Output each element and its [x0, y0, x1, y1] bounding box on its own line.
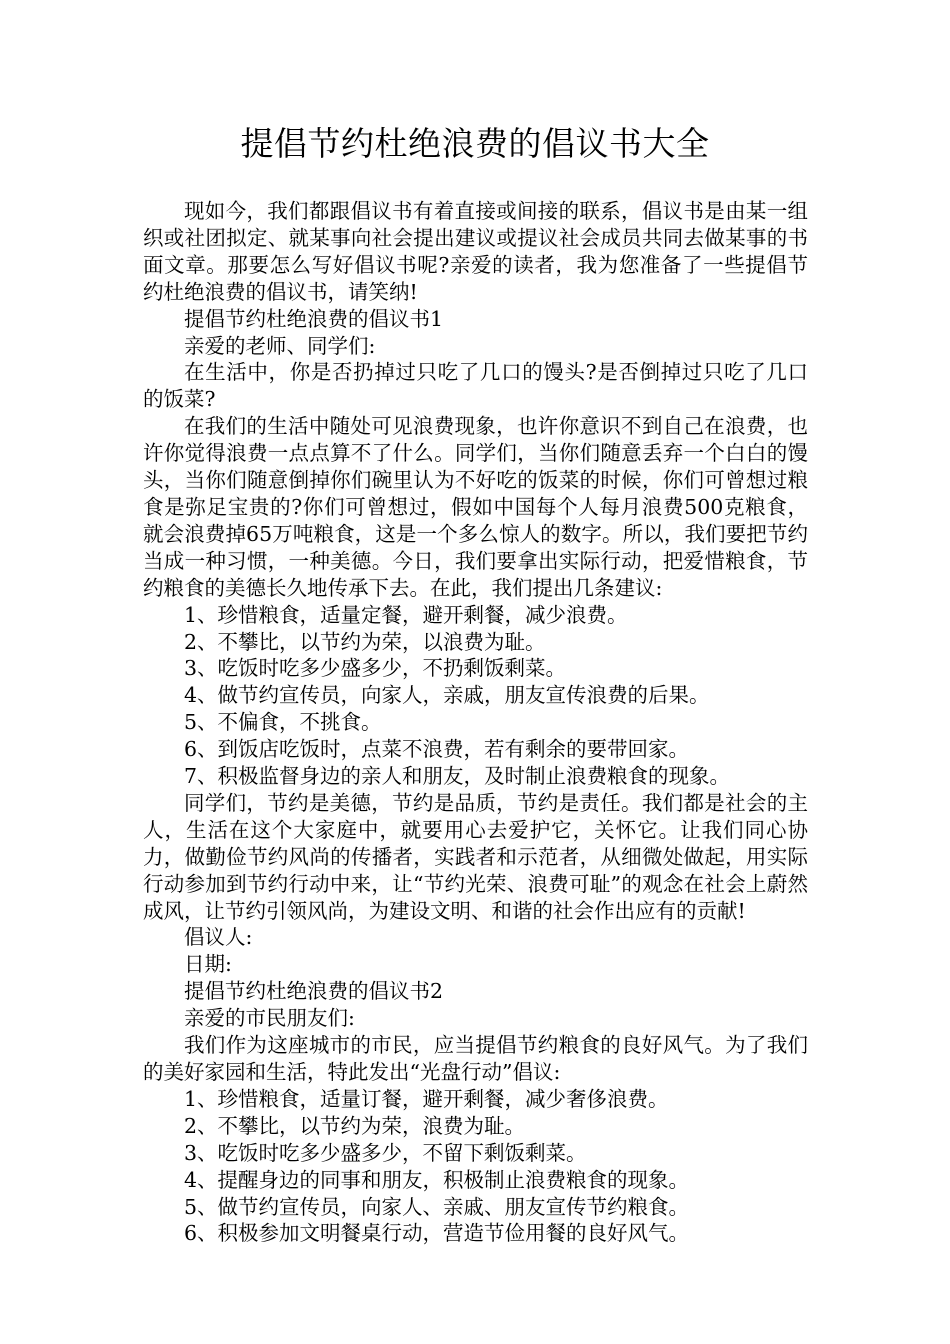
list-item: 6、积极参加文明餐桌行动，营造节俭用餐的良好风气。: [184, 1221, 690, 1246]
list-item: 6、到饭店吃饭时，点菜不浪费，若有剩余的要带回家。: [184, 737, 690, 762]
list-item: 1、珍惜粮食，适量订餐，避开剩餐，减少奢侈浪费。: [184, 1086, 669, 1111]
section-heading-1: 提倡节约杜绝浪费的倡议书1: [184, 306, 444, 331]
list-item: 2、不攀比，以节约为荣，浪费为耻。: [184, 1113, 526, 1138]
paragraph: 在我们的生活中随处可见浪费现象，也许你意识不到自己在浪费，也许你觉得浪费一点点算不了什么。同学们，当你们随意丢弃一个白白的馒头，当你们随意倒掉你们碗里认为不好吃的饭菜的时候，你们可曾想过粮食是弥足宝贵的?你们可曾想过，假如中国每个人每月浪费500克粮食，就会浪费掉65万吨粮食，这是一个多么惊人的数字。所以，我们要把节约当成一种习惯，一种美德。今日，我们要拿出实际行动，把爱惜粮食，节约粮食的美德长久地传承下去。在此，我们提出几条建议:: [143, 414, 808, 600]
list-item: 5、做节约宣传员，向家人、亲戚、朋友宣传节约粮食。: [184, 1194, 690, 1219]
list-item: 4、做节约宣传员，向家人，亲戚，朋友宣传浪费的后果。: [184, 683, 710, 708]
date-line: 日期:: [184, 952, 232, 977]
document-title: 提倡节约杜绝浪费的倡议书大全: [240, 124, 710, 163]
list-item: 4、提醒身边的同事和朋友，积极制止浪费粮食的现象。: [184, 1167, 690, 1192]
section-heading-2: 提倡节约杜绝浪费的倡议书2: [184, 979, 444, 1004]
signature-line: 倡议人:: [184, 925, 253, 950]
list-item: 3、吃饭时吃多少盛多少，不扔剩饭剩菜。: [184, 656, 567, 681]
list-item: 1、珍惜粮食，适量定餐，避开剩餐，减少浪费。: [184, 602, 628, 627]
paragraph: 我们作为这座城市的市民，应当提倡节约粮食的良好风气。为了我们的美好家园和生活，特此发出“光盘行动”倡议:: [143, 1033, 808, 1084]
paragraph: 在生活中，你是否扔掉过只吃了几口的馒头?是否倒掉过只吃了几口的饭菜?: [143, 360, 808, 412]
salutation-1: 亲爱的老师、同学们:: [184, 333, 376, 358]
paragraph: 同学们，节约是美德，节约是品质，节约是责任。我们都是社会的主人，生活在这个大家庭中，就要用心去爱护它，关怀它。让我们同心协力，做勤俭节约风尚的传播者，实践者和示范者，从细微处做起，用实际行动参加到节约行动中来，让“节约光荣、浪费可耻”的观念在社会上蔚然成风，让节约引领风尚，为建设文明、和谐的社会作出应有的贡献!: [143, 790, 808, 923]
list-item: 2、不攀比，以节约为荣，以浪费为耻。: [184, 629, 546, 654]
list-item: 7、积极监督身边的亲人和朋友，及时制止浪费粮食的现象。: [184, 764, 731, 789]
salutation-2: 亲爱的市民朋友们:: [184, 1006, 355, 1031]
list-item: 5、不偏食，不挑食。: [184, 710, 382, 735]
document-body: [143, 198, 808, 1247]
intro-paragraph: 现如今，我们都跟倡议书有着直接或间接的联系，倡议书是由某一组织或社团拟定、就某事向社会提出建议或提议社会成员共同去做某事的书面文章。那要怎么写好倡议书呢?亲爱的读者，我为您准备了一些提倡节约杜绝浪费的倡议书，请笑纳!: [143, 199, 808, 304]
list-item: 3、吃饭时吃多少盛多少，不留下剩饭剩菜。: [184, 1140, 587, 1165]
